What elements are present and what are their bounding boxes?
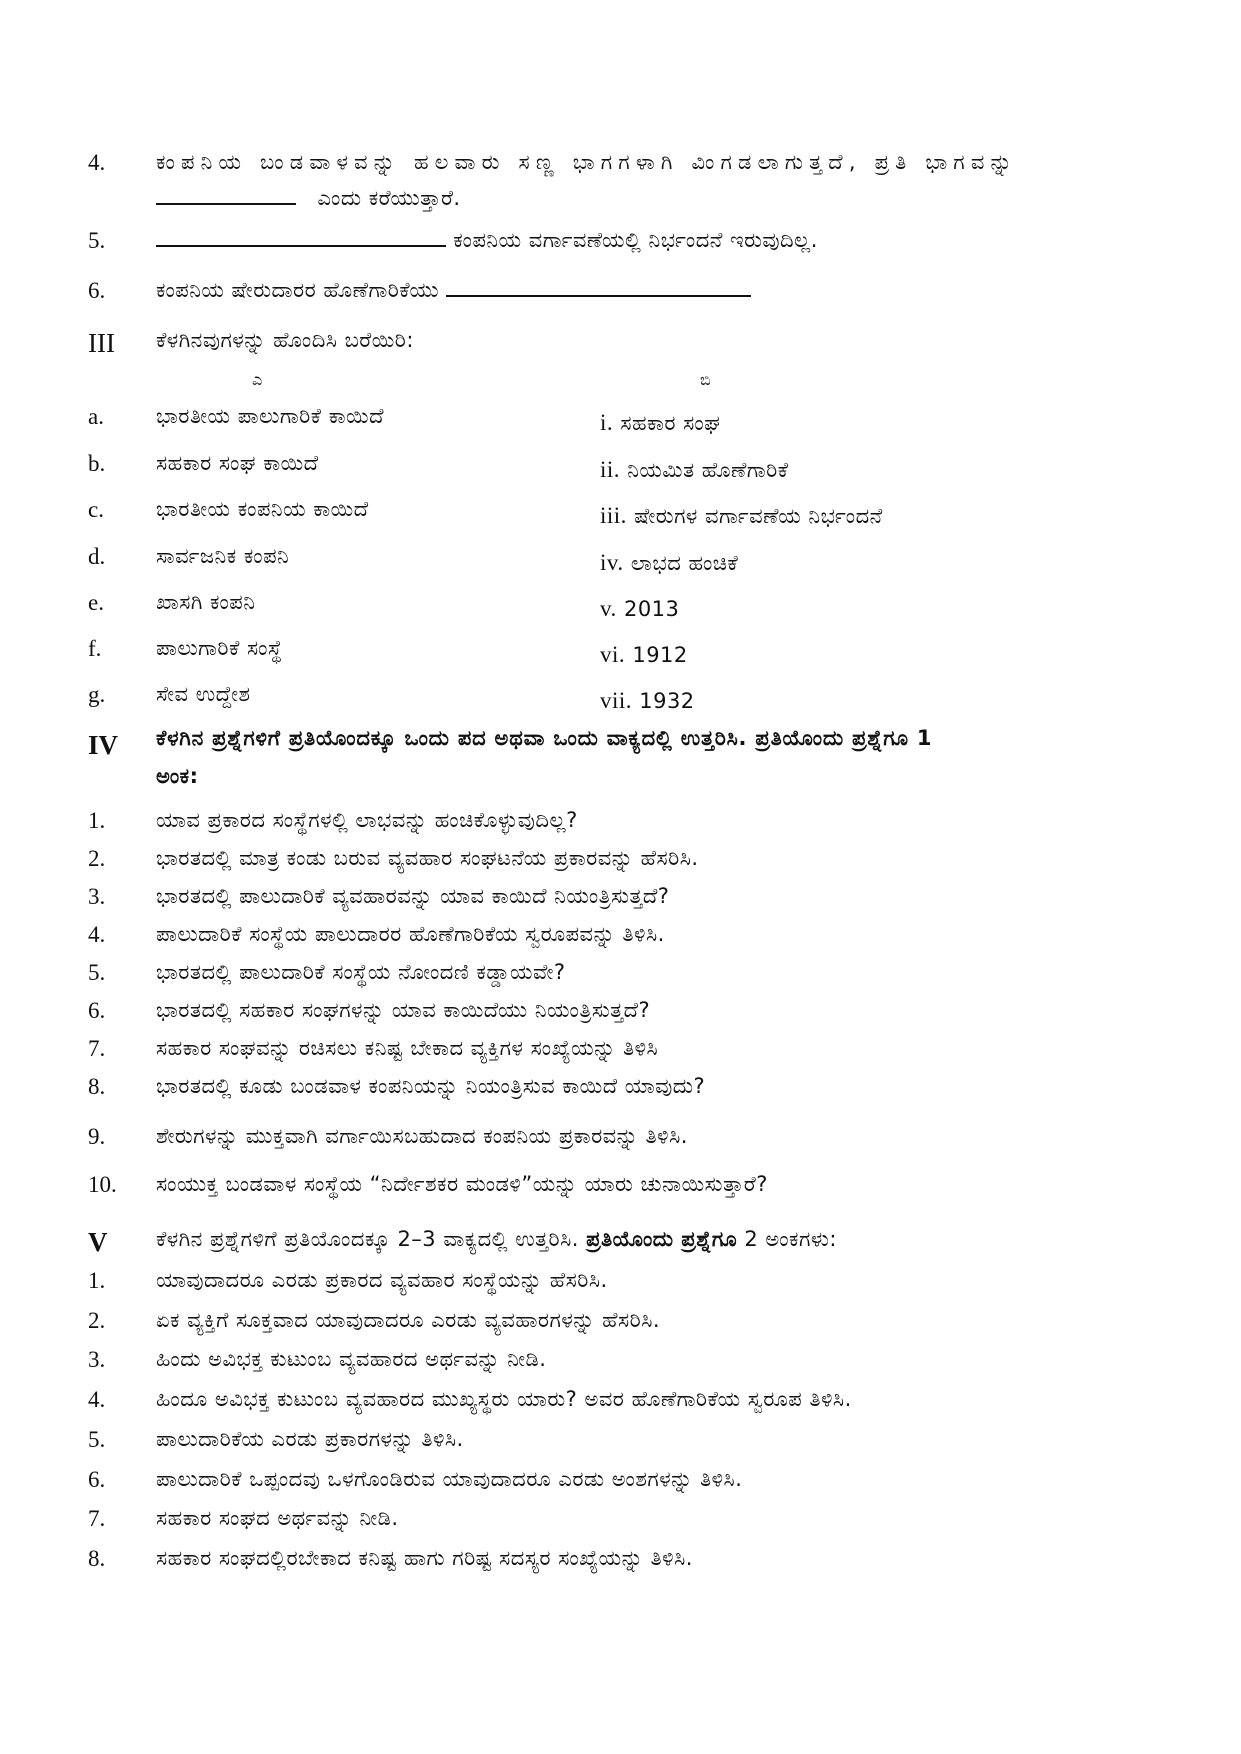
column-a-item: ಪಾಲುಗಾರಿಕೆ ಸಂಸ್ಥೆ	[156, 636, 283, 660]
question-text: ಭಾರತದಲ್ಲಿ ಕೂಡು ಬಂಡವಾಳ ಕಂಪನಿಯನ್ನು ನಿಯಂತ್ರಿಸುವ ಕಾಯಿದೆ ಯಾವುದು?	[156, 1074, 706, 1098]
row-letter: a.	[88, 404, 104, 429]
roman-numeral: iv.	[600, 550, 624, 575]
column-b-item	[600, 410, 720, 436]
section-number: IV	[88, 730, 119, 760]
column-b-item	[600, 550, 738, 576]
row-letter: d.	[88, 544, 106, 569]
question-number: 6.	[88, 998, 106, 1023]
section-number: V	[88, 1227, 108, 1257]
row-letter: e.	[88, 590, 104, 615]
question-text: ಹಿಂದೂ ಅವಿಭಕ್ತ ಕುಟುಂಬ ವ್ಯವಹಾರದ ಮುಖ್ಯಸ್ಥರು ಯಾರು? ಅವರ ಹೊಣೆಗಾರಿಕೆಯ ಸ್ವರೂಪ ತಿಳಿಸಿ.	[156, 1387, 852, 1411]
question-number: 2.	[88, 846, 106, 871]
question-number: 10.	[88, 1172, 117, 1197]
roman-numeral: vii.	[600, 688, 633, 713]
column-b-text: 1912	[632, 643, 688, 667]
question-text: ಭಾರತದಲ್ಲಿ ಸಹಕಾರ ಸಂಘಗಳನ್ನು ಯಾವ ಕಾಯಿದೆಯು ನಿಯಂತ್ರಿಸುತ್ತದೆ?	[156, 998, 651, 1022]
question-text: ಪಾಲುದಾರಿಕೆಯ ಎರಡು ಪ್ರಕಾರಗಳನ್ನು ತಿಳಿಸಿ.	[156, 1427, 464, 1451]
question-number: 2.	[88, 1308, 106, 1333]
column-a-item: ಖಾಸಗಿ ಕಂಪನಿ	[156, 590, 256, 614]
column-b-text: 2013	[623, 597, 680, 621]
question-number: 5.	[88, 1427, 106, 1452]
question-text: ಹಿಂದು ಅವಿಭಕ್ತ ಕುಟುಂಬ ವ್ಯವಹಾರದ ಅರ್ಥವನ್ನು ನೀಡಿ.	[156, 1347, 547, 1371]
column-a-item: ಸೇವ ಉದ್ದೇಶ	[156, 682, 251, 706]
question-number: 5.	[88, 960, 106, 985]
column-b-text: ಸಹಕಾರ ಸಂಘ	[620, 411, 721, 435]
question-text	[156, 278, 751, 303]
section-title: ಕೆಳಗಿನವುಗಳನ್ನು ಹೊಂದಿಸಿ ಬರೆಯಿರಿ:	[156, 328, 414, 352]
answer-blank	[156, 202, 296, 205]
column-a-item: ಭಾರತೀಯ ಪಾಲುಗಾರಿಕೆ ಕಾಯಿದೆ	[156, 404, 385, 428]
column-b-item	[600, 596, 679, 622]
roman-numeral: iii.	[600, 503, 627, 528]
question-text-tail: ಎಂದು ಕರೆಯುತ್ತಾರೆ.	[317, 186, 461, 210]
question-text: ಪಾಲುದಾರಿಕೆ ಒಪ್ಪಂದವು ಒಳಗೊಂಡಿರುವ ಯಾವುದಾದರೂ ಎರಡು ಅಂಶಗಳನ್ನು ತಿಳಿಸಿ.	[156, 1467, 743, 1491]
question-number: 6.	[88, 278, 106, 303]
answer-blank	[446, 294, 751, 297]
question-number: 1.	[88, 808, 106, 833]
section-title-plain: ಕೆಳಗಿನ ಪ್ರಶ್ನೆಗಳಿಗೆ ಪ್ರತಿಯೊಂದಕ್ಕೂ 2–3 ವಾಕ್ಯದಲ್ಲಿ ಉತ್ತರಿಸಿ.	[156, 1227, 579, 1251]
question-text: ಏಕ ವ್ಯಕ್ತಿಗೆ ಸೂಕ್ತವಾದ ಯಾವುದಾದರೂ ಎರಡು ವ್ಯವಹಾರಗಳನ್ನು ಹೆಸರಿಸಿ.	[156, 1308, 661, 1332]
question-number: 8.	[88, 1546, 106, 1571]
question-number: 6.	[88, 1467, 106, 1492]
column-b-text: ಲಾಭದ ಹಂಚಿಕೆ	[630, 551, 739, 575]
question-text: ಭಾರತದಲ್ಲಿ ಪಾಲುದಾರಿಕೆ ವ್ಯವಹಾರವನ್ನು ಯಾವ ಕಾಯಿದೆ ನಿಯಂತ್ರಿಸುತ್ತದೆ?	[156, 884, 670, 908]
section-number: III	[88, 328, 115, 358]
question-text: ಸಹಕಾರ ಸಂಘವನ್ನು ರಚಿಸಲು ಕನಿಷ್ಟ ಬೇಕಾದ ವ್ಯಕ್ತಿಗಳ ಸಂಖ್ಯೆಯನ್ನು ತಿಳಿಸಿ	[156, 1036, 659, 1060]
row-letter: c.	[88, 497, 104, 522]
question-text: ಸಹಕಾರ ಸಂಘದ ಅರ್ಥವನ್ನು ನೀಡಿ.	[156, 1506, 399, 1530]
question-text-head: ಕಂಪನಿಯ ಷೇರುದಾರರ ಹೊಣೆಗಾರಿಕೆಯು	[156, 278, 440, 302]
question-text: ಭಾರತದಲ್ಲಿ ಪಾಲುದಾರಿಕೆ ಸಂಸ್ಥೆಯ ನೋಂದಣಿ ಕಡ್ಡಾಯವೇ?	[156, 960, 566, 984]
column-a-header: ಎ	[252, 370, 263, 389]
question-number: 3.	[88, 884, 106, 909]
column-b-item	[600, 503, 883, 529]
section-title-bold: ಪ್ರತಿಯೊಂದು ಪ್ರಶ್ನೆಗೂ	[586, 1227, 738, 1251]
column-a-item: ಸಹಕಾರ ಸಂಘ ಕಾಯಿದೆ	[156, 451, 319, 475]
column-b-item	[600, 457, 789, 483]
question-text: ಯಾವ ಪ್ರಕಾರದ ಸಂಸ್ಥೆಗಳಲ್ಲಿ ಲಾಭವನ್ನು ಹಂಚಿಕೊಳ್ಳುವುದಿಲ್ಲ?	[156, 808, 578, 832]
column-a-item: ಸಾರ್ವಜನಿಕ ಕಂಪನಿ	[156, 544, 290, 568]
column-b-item	[600, 688, 695, 714]
question-number: 1.	[88, 1268, 106, 1293]
question-number: 4.	[88, 150, 106, 175]
section-title-line2: ಅಂಕ:	[156, 764, 199, 788]
question-number: 8.	[88, 1074, 106, 1099]
question-text: ಯಾವುದಾದರೂ ಎರಡು ಪ್ರಕಾರದ ವ್ಯವಹಾರ ಸಂಸ್ಥೆಯನ್ನು ಹೆಸರಿಸಿ.	[156, 1268, 608, 1292]
roman-numeral: vi.	[600, 642, 626, 667]
row-letter: g.	[88, 682, 106, 707]
question-number: 9.	[88, 1124, 106, 1149]
column-b-header: ಬಿ	[700, 370, 711, 389]
question-text: ಶೇರುಗಳನ್ನು ಮುಕ್ತವಾಗಿ ವರ್ಗಾಯಿಸಬಹುದಾದ ಕಂಪನಿಯ ಪ್ರಕಾರವನ್ನು ತಿಳಿಸಿ.	[156, 1124, 688, 1148]
question-number: 5.	[88, 228, 106, 253]
question-text: ಭಾರತದಲ್ಲಿ ಮಾತ್ರ ಕಂಡು ಬರುವ ವ್ಯವಹಾರ ಸಂಘಟನೆಯ ಪ್ರಕಾರವನ್ನು ಹೆಸರಿಸಿ.	[156, 846, 699, 870]
section-title: ಕೆಳಗಿನ ಪ್ರಶ್ನೆಗಳಿಗೆ ಪ್ರತಿಯೊಂದಕ್ಕೂ ಒಂದು ಪದ ಅಥವಾ ಒಂದು ವಾಕ್ಯದಲ್ಲಿ ಉತ್ತರಿಸಿ. ಪ್ರತಿಯೊಂದು ಪ್ರಶ್ನೆಗೂ 1	[156, 726, 933, 750]
question-text: ಕಂಪನಿಯ ಬಂಡವಾಳವನ್ನು ಹಲವಾರು ಸಣ್ಣ ಭಾಗಗಳಾಗಿ ವಿಂಗಡಲಾಗುತ್ತದೆ, ಪ್ರತಿ ಭಾಗವನ್ನು	[156, 150, 1018, 174]
question-number: 4.	[88, 1387, 106, 1412]
question-text-line2	[156, 186, 461, 211]
section-title-tail: 2 ಅಂಕಗಳು:	[744, 1227, 837, 1251]
row-letter: f.	[88, 636, 102, 661]
column-b-text: ನಿಯಮಿತ ಹೊಣೆಗಾರಿಕೆ	[627, 458, 789, 482]
roman-numeral: ii.	[600, 457, 621, 482]
column-b-text: ಷೇರುಗಳ ವರ್ಗಾವಣೆಯ ನಿರ್ಭಂದನೆ	[634, 504, 883, 528]
column-b-item	[600, 642, 688, 668]
question-text	[156, 228, 818, 253]
row-letter: b.	[88, 451, 106, 476]
question-text: ಪಾಲುದಾರಿಕೆ ಸಂಸ್ಥೆಯ ಪಾಲುದಾರರ ಹೊಣೆಗಾರಿಕೆಯ ಸ್ವರೂಪವನ್ನು ತಿಳಿಸಿ.	[156, 922, 665, 946]
question-number: 4.	[88, 922, 106, 947]
question-number: 7.	[88, 1506, 106, 1531]
section-title	[156, 1227, 837, 1252]
question-text-tail: ಕಂಪನಿಯ ವರ್ಗಾವಣೆಯಲ್ಲಿ ನಿರ್ಭಂದನೆ ಇರುವುದಿಲ್ಲ.	[453, 228, 818, 252]
roman-numeral: v.	[600, 596, 617, 621]
question-number: 7.	[88, 1036, 106, 1061]
question-number: 3.	[88, 1347, 106, 1372]
question-text: ಸಹಕಾರ ಸಂಘದಲ್ಲಿರಬೇಕಾದ ಕನಿಷ್ಟ ಹಾಗು ಗರಿಷ್ಟ ಸದಸ್ಯರ ಸಂಖ್ಯೆಯನ್ನು ತಿಳಿಸಿ.	[156, 1546, 693, 1570]
answer-blank	[156, 244, 446, 247]
question-text: ಸಂಯುಕ್ತ ಬಂಡವಾಳ ಸಂಸ್ಥೆಯ “ನಿರ್ದೇಶಕರ ಮಂಡಳಿ”ಯನ್ನು ಯಾರು ಚುನಾಯಿಸುತ್ತಾರೆ?	[156, 1172, 768, 1196]
column-b-text: 1932	[639, 689, 695, 713]
roman-numeral: i.	[600, 410, 614, 435]
column-a-item: ಭಾರತೀಯ ಕಂಪನಿಯ ಕಾಯಿದೆ	[156, 497, 369, 521]
